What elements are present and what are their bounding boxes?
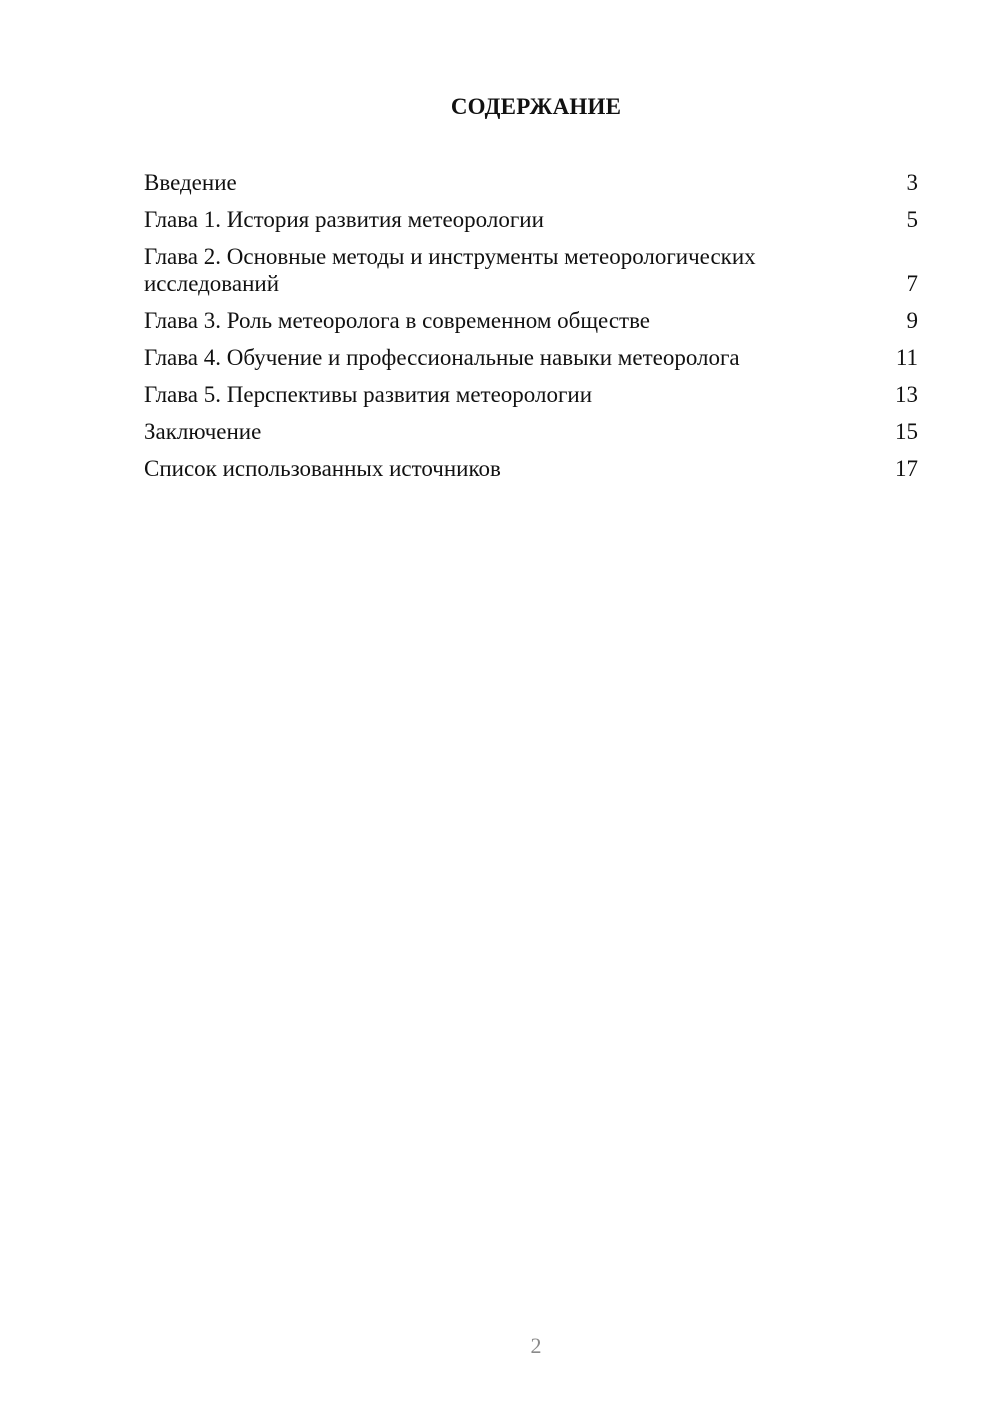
toc-entry-chapter-1 [144, 206, 918, 233]
toc-entry-page: 7 [906, 271, 918, 296]
toc-entry-page: 15 [895, 419, 918, 444]
toc-entry-chapter-4 [144, 344, 918, 371]
toc-entry-label: Заключение [144, 419, 262, 444]
toc-entry-chapter-5 [144, 381, 918, 408]
toc-entry-references [144, 455, 918, 482]
toc-entry-label: Глава 5. Перспективы развития метеорологии [144, 382, 593, 407]
toc-entry-conclusion [144, 418, 918, 445]
toc-entry-label: Введение [144, 170, 237, 195]
table-of-contents [144, 169, 918, 492]
toc-entry-label: Глава 3. Роль метеоролога в современном обществе [144, 308, 651, 333]
toc-entry-label: Список использованных источников [144, 456, 501, 481]
toc-entry-label: Глава 2. Основные методы и инструменты метеорологических исследований [144, 244, 756, 296]
toc-entry-page: 3 [906, 170, 918, 195]
page-number: 2 [530, 1333, 542, 1358]
toc-entry-label: Глава 4. Обучение и профессиональные навыки метеоролога [144, 345, 740, 370]
toc-entry-label: Глава 1. История развития метеорологии [144, 207, 544, 232]
toc-entry-introduction [144, 169, 918, 196]
toc-entry-page: 5 [906, 207, 918, 232]
toc-entry-page: 9 [906, 308, 918, 333]
toc-entry-page: 17 [895, 456, 918, 481]
toc-entry-page: 13 [895, 382, 918, 407]
page-title: СОДЕРЖАНИЕ [450, 94, 622, 119]
toc-entry-page: 11 [895, 345, 918, 370]
toc-entry-chapter-3 [144, 307, 918, 334]
toc-entry-chapter-2 [144, 243, 918, 297]
